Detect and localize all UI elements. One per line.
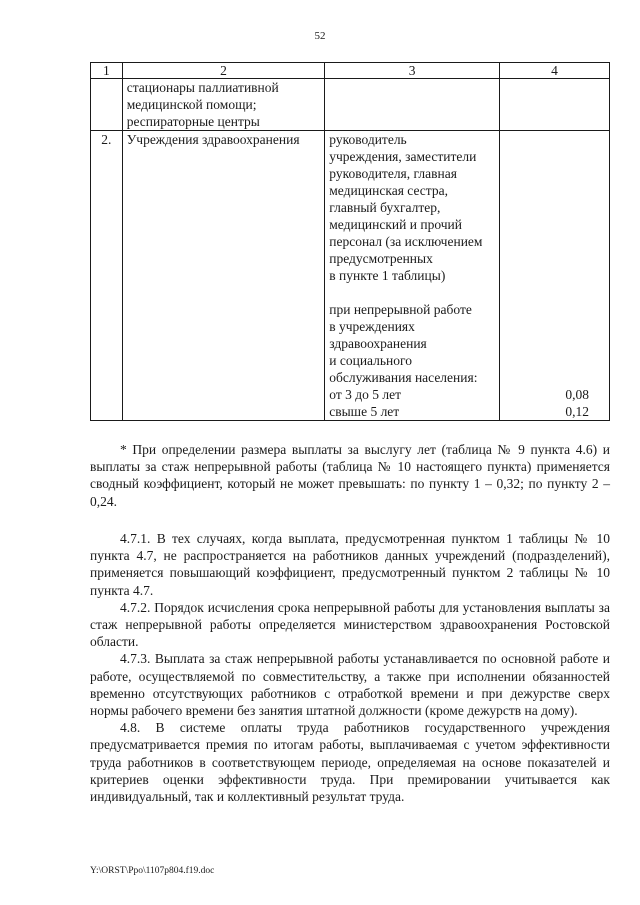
period-line: свыше 5 лет <box>329 404 400 419</box>
cell-line: в учреждениях <box>329 319 415 334</box>
institution-cell: Учреждения здравоохранения <box>122 131 325 421</box>
allowance-table <box>90 62 610 421</box>
table-cell <box>499 79 609 131</box>
line-spacer <box>329 284 495 301</box>
cell-line: медицинская сестра, <box>329 183 448 198</box>
cell-line: в пункте 1 таблицы) <box>329 268 446 283</box>
cell-line: руководителя, главная <box>329 166 457 181</box>
cell-line: медицинский и прочий <box>329 217 462 232</box>
cell-line: медицинской помощи; <box>126 97 257 112</box>
table-header-cell: 4 <box>499 63 609 79</box>
cell-line: респираторные центры <box>126 114 260 129</box>
row-number-cell: 2. <box>91 131 123 421</box>
table-header-cell: 1 <box>91 63 123 79</box>
coefficient-value: 0,08 <box>565 387 589 402</box>
cell-line: при непрерывной работе <box>329 302 472 317</box>
table-row <box>91 131 610 421</box>
institution-cell <box>122 79 325 131</box>
table-header-cell: 3 <box>325 63 500 79</box>
paragraph-4-7-3: 4.7.3. Выплата за стаж непрерывной работы устанавливается по основной работе и работе, осуществляемой по совместительству, а также при исполнении обязанностей временно отсутствующих работников с отработкой времени и при дежурстве сверх нормы рабочего времени без занятия штатной должности (кроме дежурств на дому). <box>90 651 610 719</box>
staff-cell <box>325 131 500 421</box>
cell-line: и социального <box>329 353 412 368</box>
cell-line: главный бухгалтер, <box>329 200 441 215</box>
table-header-row <box>91 63 610 79</box>
file-path-footer: Y:\ORST\Ppo\1107p804.f19.doc <box>90 866 215 876</box>
page-number: 52 <box>314 30 326 42</box>
table-header-cell: 2 <box>122 63 325 79</box>
coefficient-value: 0,12 <box>565 404 589 419</box>
footnote: * При определении размера выплаты за выслугу лет (таблица № 9 пункта 4.6) и выплаты за стаж непрерывной работы (таблица № 10 настоящего пункта) применяется сводный коэффициент, который не может превышать: по пункту 1 – 0,32; по пункту 2 – 0,24. <box>90 442 610 509</box>
cell-line: персонал (за исключением <box>329 234 483 249</box>
cell-line: обслуживания населения: <box>329 370 478 385</box>
period-line: от 3 до 5 лет <box>329 387 401 402</box>
table-cell <box>325 79 500 131</box>
cell-line: учреждения, заместители <box>329 149 477 164</box>
paragraph-4-8: 4.8. В системе оплаты труда работников государственного учреждения предусматривается премия по итогам работы, выплачиваемая с учетом эффективности труда работников в соответствующем периоде, определяемая на основе показателей и критериев оценки эффективности труда. При премировании учитывается как индивидуальный, так и коллективный результат труда. <box>90 720 610 805</box>
footnote-block <box>90 441 610 510</box>
table-cell <box>91 79 123 131</box>
body-paragraphs <box>90 530 610 805</box>
cell-line: руководитель <box>329 132 407 147</box>
coefficient-cell <box>499 131 609 421</box>
table-row <box>91 79 610 131</box>
cell-line: стационары паллиативной <box>126 80 279 95</box>
paragraph-4-7-2: 4.7.2. Порядок исчисления срока непрерывной работы для установления выплаты за стаж непрерывной работы определяется министерством здравоохранения Ростовской области. <box>90 599 610 650</box>
paragraph-4-7-1: 4.7.1. В тех случаях, когда выплата, предусмотренная пунктом 1 таблицы № 10 пункта 4.7, не распространяется на работников данных учреждений (подразделений), применяется повышающий коэффициент, предусмотренный пунктом 2 таблицы № 10 пункта 4.7. <box>90 531 610 598</box>
cell-line: предусмотренных <box>329 251 433 266</box>
cell-line: здравоохранения <box>329 336 427 351</box>
